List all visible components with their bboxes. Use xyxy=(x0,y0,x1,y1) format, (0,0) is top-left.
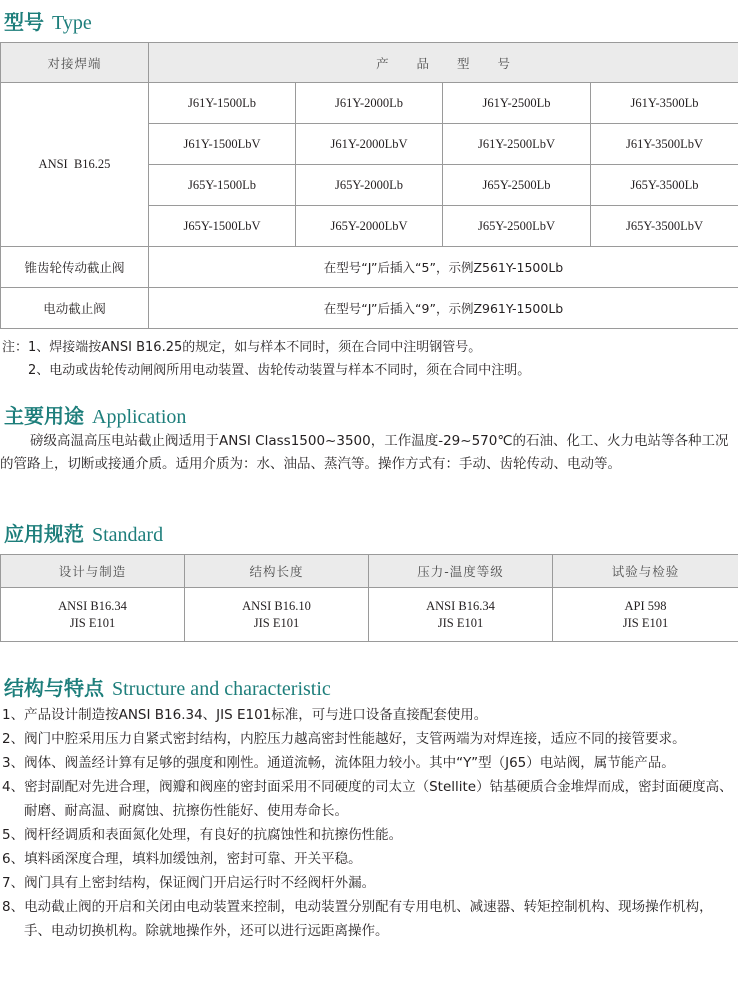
std-cell-length xyxy=(185,588,369,642)
model-cell: J65Y-2000LbV xyxy=(296,206,443,247)
model-cell: J61Y-3500Lb xyxy=(591,83,738,124)
std-value: API 598 xyxy=(624,598,667,613)
note-2: 2、电动或齿轮传动闸阀所用电动装置、齿轮传动装置与样本不同时，须在合同中注明。 xyxy=(28,363,531,378)
model-cell: J65Y-1500LbV xyxy=(149,206,296,247)
model-cell: J65Y-3500LbV xyxy=(591,206,738,247)
ansi-label: ANSI B16.25 xyxy=(1,83,149,247)
model-cell: J65Y-1500Lb xyxy=(149,165,296,206)
header-product-model: 产 品 型 号 xyxy=(149,43,738,83)
model-cell: J61Y-2000Lb xyxy=(296,83,443,124)
structure-heading xyxy=(4,672,331,701)
std-value: ANSI B16.34 xyxy=(426,598,495,613)
note-1: 注：1、焊接端按ANSI B16.25的规定，如与样本不同时，须在合同中注明钢管号。 xyxy=(2,340,482,355)
std-header-pressure: 压力-温度等级 xyxy=(369,555,553,588)
model-cell: J65Y-3500Lb xyxy=(591,165,738,206)
application-heading-en: Application xyxy=(92,406,187,428)
std-cell-pressure xyxy=(369,588,553,642)
model-cell: J61Y-3500LbV xyxy=(591,124,738,165)
std-header-test: 试验与检验 xyxy=(553,555,738,588)
list-item: 8、电动截止阀的开启和关闭由电动装置来控制，电动装置分别配有专用电机、减速器、转矩控制机构、现场操作机构，手、电动切换机构。除就地操作外，还可以进行远距离操作。 xyxy=(2,899,713,939)
type-heading xyxy=(4,6,92,35)
std-cell-test xyxy=(553,588,738,642)
list-item: 3、阀体、阀盖经计算有足够的强度和刚性。通道流畅，流体阻力较小。其中“Y”型（J65）电站阀，属节能产品。 xyxy=(2,755,675,771)
model-cell: J65Y-2500Lb xyxy=(443,165,591,206)
application-text: 磅级高温高压电站截止阀适用于ANSI Class1500~3500，工作温度-29~570℃的石油、化工、火力电站等各种工况的管路上，切断或接通介质。适用介质为：水、油品、蒸汽等。操作方式有：手动、齿轮传动、电动等。 xyxy=(0,433,729,472)
model-cell: J61Y-1500Lb xyxy=(149,83,296,124)
std-cell-design xyxy=(1,588,185,642)
standard-heading-cn: 应用规范 xyxy=(4,522,84,546)
bevel-gear-text: 在型号“J”后插入“5”，示例Z561Y-1500Lb xyxy=(149,247,738,288)
list-item: 2、阀门中腔采用压力自紧式密封结构，内腔压力越高密封性能越好，支管两端为对焊连接，适应不同的接管要求。 xyxy=(2,731,686,747)
model-cell: J65Y-2000Lb xyxy=(296,165,443,206)
std-header-length: 结构长度 xyxy=(185,555,369,588)
std-value: ANSI B16.10 xyxy=(242,598,311,613)
structure-heading-cn: 结构与特点 xyxy=(4,676,104,700)
std-value: ANSI B16.34 xyxy=(58,598,127,613)
std-value: JIS E101 xyxy=(437,615,484,630)
electric-valve-label: 电动截止阀 xyxy=(1,288,149,329)
type-notes xyxy=(2,336,530,382)
model-cell: J61Y-1500LbV xyxy=(149,124,296,165)
structure-list xyxy=(0,703,738,943)
list-item: 7、阀门具有上密封结构，保证阀门开启运行时不经阀杆外漏。 xyxy=(2,875,376,891)
standard-table xyxy=(0,554,738,642)
std-header-design: 设计与制造 xyxy=(1,555,185,588)
type-heading-cn: 型号 xyxy=(4,10,44,34)
model-cell: J61Y-2500Lb xyxy=(443,83,591,124)
application-heading-cn: 主要用途 xyxy=(4,404,84,428)
standard-heading xyxy=(4,518,163,547)
std-value: JIS E101 xyxy=(253,615,300,630)
model-cell: J65Y-2500LbV xyxy=(443,206,591,247)
list-item: 5、阀杆经调质和表面氮化处理，有良好的抗腐蚀性和抗擦伤性能。 xyxy=(2,827,403,843)
bevel-gear-label: 锥齿轮传动截止阀 xyxy=(1,247,149,288)
electric-valve-text: 在型号“J”后插入“9”，示例Z961Y-1500Lb xyxy=(149,288,738,329)
list-item: 6、填料函深度合理，填料加缓蚀剂，密封可靠、开关平稳。 xyxy=(2,851,362,867)
std-value: JIS E101 xyxy=(69,615,116,630)
structure-heading-en: Structure and characteristic xyxy=(112,678,331,700)
type-table xyxy=(0,42,738,329)
application-heading xyxy=(4,400,186,429)
model-cell: J61Y-2500LbV xyxy=(443,124,591,165)
list-item: 1、产品设计制造按ANSI B16.34、JIS E101标准，可与进口设备直接配套使用。 xyxy=(2,707,488,723)
standard-heading-en: Standard xyxy=(92,524,164,546)
header-butt-weld: 对接焊端 xyxy=(1,43,149,83)
std-value: JIS E101 xyxy=(622,615,669,630)
model-cell: J61Y-2000LbV xyxy=(296,124,443,165)
list-item: 4、密封副配对先进合理，阀瓣和阀座的密封面采用不同硬度的司太立（Stellite）钴基硬质合金堆焊而成，密封面硬度高、耐磨、耐高温、耐腐蚀、抗擦伤性能好、使用寿命长。 xyxy=(2,779,733,819)
type-heading-en: Type xyxy=(52,12,92,34)
